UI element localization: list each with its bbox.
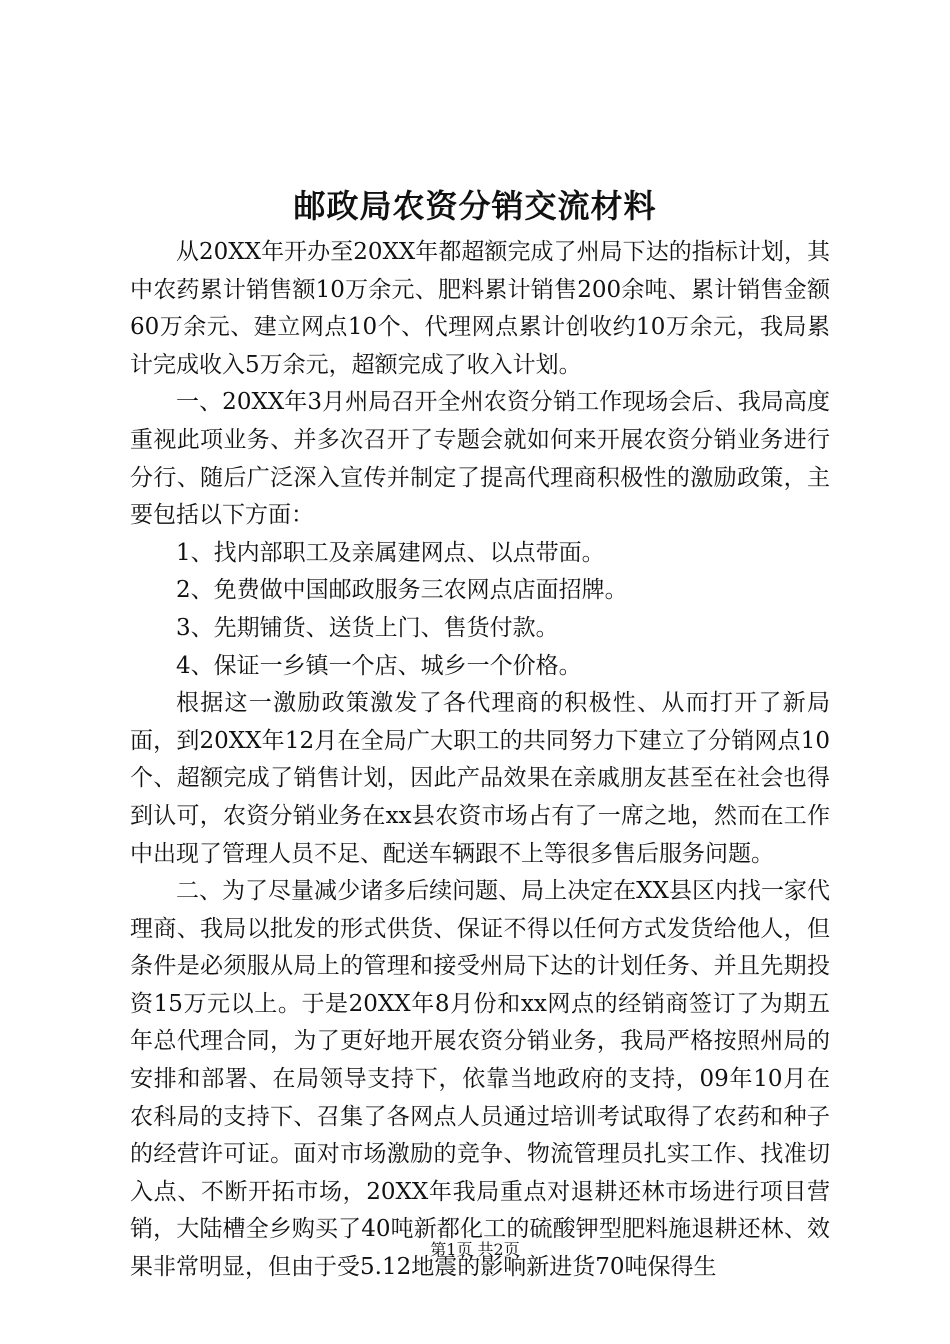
page-number-footer: 第1页 共2页 — [430, 1240, 520, 1259]
paragraph-section-one: 一、20XX年3月州局召开全州农资分销工作现场会后、我局高度重视此项业务、并多次召开了专题会就如何来开展农资分销业务进行分行、随后广泛深入宣传并制定了提高代理商积极性的激励政策，主要包括以下方面： — [130, 389, 830, 529]
list-item: 3、先期铺货、送货上门、售货付款。 — [176, 614, 559, 641]
document-title: 邮政局农资分销交流材料 — [293, 187, 657, 225]
paragraph-section-two: 二、为了尽量减少诸多后续问题、局上决定在XX县区内找一家代理商、我局以批发的形式供货、保证不得以任何方式发货给他人，但条件是必须服从局上的管理和接受州局下达的计划任务、并且先期投资15万元以上。于是20XX年8月份和xx网点的经销商签订了为期五年总代理合同，为了更好地开展农资分销业务，我局严格按照州局的安排和部署、在局领导支持下，依靠当地政府的支持，09年10月在农科局的支持下、召集了各网点人员通过培训考试取得了农药和种子的经营许可证。面对市场激励的竞争、物流管理员扎实工作、找准切入点、不断开拓市场，20XX年我局重点对退耕还林市场进行项目营销，大陆槽全乡购买了40吨新都化工的硫酸钾型肥料施退耕还林、效果非常明显，但由于受5.12地震的影响新进货70吨保得生 — [130, 878, 830, 1281]
document-body — [130, 234, 830, 1287]
paragraph-results: 根据这一激励政策激发了各代理商的积极性、从而打开了新局面，到20XX年12月在全局广大职工的共同努力下建立了分销网点10个、超额完成了销售计划，因此产品效果在亲戚朋友甚至在社会也得到认可，农资分销业务在xx县农资市场占有了一席之地，然而在工作中出现了管理人员不足、配送车辆跟不上等很多售后服务问题。 — [130, 690, 830, 867]
list-item: 2、免费做中国邮政服务三农网点店面招牌。 — [176, 577, 628, 604]
list-item: 1、找内部职工及亲属建网点、以点带面。 — [176, 539, 605, 566]
paragraph-intro: 从20XX年开办至20XX年都超额完成了州局下达的指标计划，其中农药累计销售额10万余元、肥料累计销售200余吨、累计销售金额60万余元、建立网点10个、代理网点累计创收约10万余元，我局累计完成收入5万余元，超额完成了收入计划。 — [130, 239, 830, 378]
list-item: 4、保证一乡镇一个店、城乡一个价格。 — [176, 652, 582, 679]
